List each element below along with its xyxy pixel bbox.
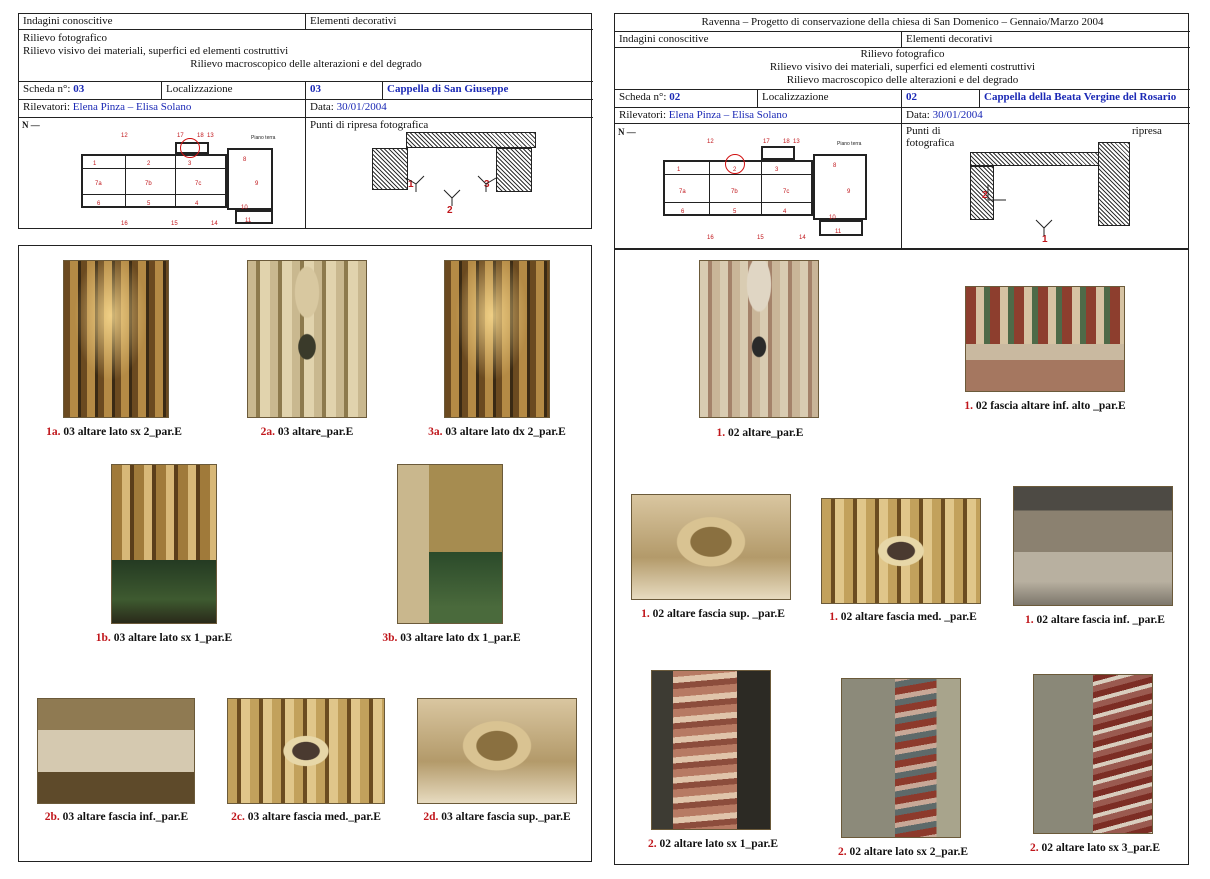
photo-r8 bbox=[1033, 674, 1153, 834]
right-scheda-label: Scheda n°: bbox=[619, 91, 667, 103]
caption-num: 2b. bbox=[44, 811, 60, 823]
photo-r2 bbox=[965, 286, 1125, 392]
photo-r5 bbox=[1013, 486, 1173, 606]
room-label: 5 bbox=[147, 201, 151, 207]
view-mark-label: 2 bbox=[982, 190, 988, 201]
left-scheda-value: 03 bbox=[73, 83, 85, 95]
view-mark-label: 1 bbox=[1042, 234, 1048, 245]
photo-2d bbox=[417, 698, 577, 804]
right-line3: Rilievo macroscopico delle alterazioni e del degrado bbox=[786, 74, 1019, 86]
room-label: 4 bbox=[783, 209, 787, 215]
room-label: 5 bbox=[733, 209, 737, 215]
caption-1a bbox=[29, 426, 199, 438]
right-floor-plan bbox=[657, 132, 877, 242]
photo-3b bbox=[397, 464, 503, 624]
plan-chapels bbox=[813, 154, 867, 220]
caption-text: 03 altare fascia inf._par.E bbox=[59, 811, 189, 823]
room-label: 7a bbox=[679, 189, 686, 195]
plan-wall bbox=[175, 154, 176, 208]
caption-num: 1b. bbox=[95, 632, 111, 644]
caption-num: 3b. bbox=[382, 632, 398, 644]
plan-marker: 15 bbox=[757, 235, 764, 241]
photo-1a bbox=[63, 260, 169, 418]
right-title-block bbox=[615, 48, 1190, 90]
right-data bbox=[902, 108, 1190, 124]
view-mark-label: 2 bbox=[447, 205, 453, 216]
view-arrows bbox=[306, 118, 593, 228]
left-rilevatori bbox=[19, 100, 306, 118]
plan-wall bbox=[663, 202, 813, 203]
left-data-value: 30/01/2004 bbox=[336, 101, 387, 113]
caption-text: 03 altare fascia sup._par.E bbox=[438, 811, 571, 823]
room-label: 7a bbox=[95, 181, 102, 187]
piano-label: Piano terra bbox=[837, 141, 862, 147]
caption-text: 03 altare_par.E bbox=[275, 426, 354, 438]
caption-text: 03 altare lato dx 2_par.E bbox=[442, 426, 566, 438]
photo-2b bbox=[37, 698, 195, 804]
left-loc-name: Cappella di San Giuseppe bbox=[383, 82, 593, 100]
plan-marker: 12 bbox=[707, 139, 714, 145]
room-label: 7c bbox=[783, 189, 790, 195]
room-label: 11 bbox=[245, 218, 252, 224]
caption-text: 03 altare lato sx 1_par.E bbox=[110, 632, 233, 644]
plan-wall bbox=[663, 174, 813, 175]
photo-1b bbox=[111, 464, 217, 624]
plan-marker: 14 bbox=[799, 235, 806, 241]
right-title: Ravenna – Progetto di conservazione della chiesa di San Domenico – Gennaio/Marzo 2004 bbox=[615, 14, 1190, 32]
caption-text: 02 altare lato sx 1_par.E bbox=[656, 838, 778, 850]
photo-3a bbox=[444, 260, 550, 418]
right-data-label: Data: bbox=[906, 109, 930, 121]
caption-r5 bbox=[1005, 614, 1185, 626]
left-data-label: Data: bbox=[310, 101, 334, 113]
plan-marker: 18 bbox=[783, 139, 790, 145]
right-rilevatori-value: Elena Pinza – Elisa Solano bbox=[668, 109, 788, 121]
plan-wall bbox=[761, 160, 762, 216]
plan-marker: 17 bbox=[177, 133, 184, 139]
caption-r8 bbox=[1015, 842, 1175, 854]
right-rilevatori-label: Rilevatori: bbox=[619, 109, 667, 121]
caption-2b bbox=[29, 811, 204, 823]
photo-2c bbox=[227, 698, 385, 804]
right-punti-cell bbox=[902, 124, 1190, 249]
room-label: 9 bbox=[255, 181, 259, 187]
caption-2c bbox=[217, 811, 395, 823]
left-top-right: Elementi decorativi bbox=[306, 14, 593, 30]
room-label: 7c bbox=[195, 181, 202, 187]
caption-2d bbox=[407, 811, 587, 823]
left-rilevatori-value: Elena Pinza – Elisa Solano bbox=[72, 101, 192, 113]
plan-wall bbox=[81, 194, 227, 195]
plan-marker: 18 bbox=[197, 133, 204, 139]
plan-wall bbox=[125, 154, 126, 208]
caption-r6 bbox=[633, 838, 793, 850]
caption-text: 03 altare lato sx 2_par.E bbox=[60, 426, 182, 438]
left-line2: Rilievo visivo dei materiali, superfici ed elementi costruttivi bbox=[23, 45, 289, 57]
photo-r3 bbox=[631, 494, 791, 600]
plan-chapels bbox=[227, 148, 273, 210]
caption-num: 3a. bbox=[428, 426, 443, 438]
photo-r4 bbox=[821, 498, 981, 604]
left-top-left: Indagini conoscitive bbox=[19, 14, 306, 30]
left-rilevatori-label: Rilevatori: bbox=[23, 101, 71, 113]
caption-r2 bbox=[945, 400, 1145, 412]
photo-2a bbox=[247, 260, 367, 418]
room-label: 10 bbox=[241, 205, 248, 211]
room-label: 1 bbox=[93, 161, 97, 167]
caption-text: 02 altare lato sx 2_par.E bbox=[846, 846, 968, 858]
room-label: 3 bbox=[775, 167, 779, 173]
caption-r1 bbox=[685, 427, 835, 439]
left-north-arrow: N — bbox=[22, 120, 40, 130]
right-plan-cell bbox=[615, 124, 902, 249]
caption-text: 02 altare_par.E bbox=[725, 427, 804, 439]
photo-r1 bbox=[699, 260, 819, 418]
right-photo-panel bbox=[614, 249, 1189, 865]
caption-text: 02 altare fascia sup. _par.E bbox=[649, 608, 785, 620]
right-north-arrow: N — bbox=[618, 127, 636, 137]
room-label: 8 bbox=[243, 157, 247, 163]
room-label: 6 bbox=[681, 209, 685, 215]
room-label: 7b bbox=[731, 189, 738, 195]
caption-2a bbox=[222, 426, 392, 438]
left-title-block bbox=[19, 30, 593, 82]
caption-text: 02 altare fascia med. _par.E bbox=[837, 611, 977, 623]
room-label: 4 bbox=[195, 201, 199, 207]
plan-marker: 14 bbox=[211, 221, 218, 227]
room-label: 1 bbox=[677, 167, 681, 173]
plan-wall bbox=[709, 160, 710, 216]
view-mark-label: 3 bbox=[484, 179, 490, 190]
right-line2: Rilievo visivo dei materiali, superfici ed elementi costruttivi bbox=[769, 61, 1036, 73]
caption-num: 1. bbox=[1025, 614, 1034, 626]
plan-marker: 13 bbox=[793, 139, 800, 145]
left-photo-panel bbox=[18, 245, 592, 862]
left-plan-cell bbox=[19, 118, 306, 228]
right-rilevatori bbox=[615, 108, 902, 124]
right-punti-b: ripresa bbox=[1132, 125, 1162, 137]
right-top-right: Elementi decorativi bbox=[902, 32, 1190, 48]
left-scheda-label: Scheda n°: bbox=[23, 83, 71, 95]
left-data bbox=[306, 100, 593, 118]
room-label: 8 bbox=[833, 163, 837, 169]
piano-label: Piano terra bbox=[251, 135, 276, 141]
left-floor-plan bbox=[75, 130, 281, 228]
room-label: 7b bbox=[145, 181, 152, 187]
room-label: 2 bbox=[147, 161, 151, 167]
caption-r3 bbox=[623, 608, 803, 620]
room-label: 2 bbox=[733, 167, 737, 173]
caption-1b bbox=[79, 632, 249, 644]
left-header-table bbox=[18, 13, 592, 229]
room-label: 9 bbox=[847, 189, 851, 195]
right-loc-code: 02 bbox=[902, 90, 980, 108]
plan-marker: 15 bbox=[171, 221, 178, 227]
caption-num: 2c. bbox=[231, 811, 245, 823]
right-localizzazione-label: Localizzazione bbox=[758, 90, 902, 108]
room-label: 11 bbox=[835, 229, 842, 235]
caption-num: 1. bbox=[829, 611, 838, 623]
plan-nave bbox=[81, 154, 227, 208]
room-label: 10 bbox=[829, 215, 836, 221]
caption-num: 2. bbox=[837, 846, 847, 858]
left-punti-cell bbox=[306, 118, 593, 228]
left-localizzazione-label: Localizzazione bbox=[162, 82, 306, 100]
caption-num: 2a. bbox=[260, 426, 276, 438]
photo-r7 bbox=[841, 678, 961, 838]
caption-num: 2. bbox=[1029, 842, 1039, 854]
caption-3b bbox=[364, 632, 539, 644]
caption-num: 2d. bbox=[423, 811, 439, 823]
caption-r7 bbox=[823, 846, 983, 858]
plan-marker: 17 bbox=[763, 139, 770, 145]
caption-text: 03 altare lato dx 1_par.E bbox=[397, 632, 521, 644]
photo-r6 bbox=[651, 670, 771, 830]
right-header-table bbox=[614, 13, 1189, 249]
caption-num: 1a. bbox=[46, 426, 61, 438]
right-line1: Rilievo fotografico bbox=[860, 48, 945, 60]
caption-text: 03 altare fascia med._par.E bbox=[244, 811, 381, 823]
plan-marker: 16 bbox=[121, 221, 128, 227]
caption-num: 1. bbox=[964, 400, 973, 412]
left-scheda bbox=[19, 82, 162, 100]
caption-text: 02 altare fascia inf. _par.E bbox=[1033, 614, 1165, 626]
plan-marker: 12 bbox=[121, 133, 128, 139]
plan-wall bbox=[81, 168, 227, 169]
plan-marker: 16 bbox=[707, 235, 714, 241]
caption-num: 1. bbox=[641, 608, 650, 620]
caption-r4 bbox=[813, 611, 993, 623]
right-loc-name: Cappella della Beata Vergine del Rosario bbox=[980, 90, 1190, 108]
caption-3a bbox=[407, 426, 587, 438]
right-scheda-value: 02 bbox=[669, 91, 681, 103]
caption-text: 02 fascia altare inf. alto _par.E bbox=[972, 400, 1126, 412]
caption-text: 02 altare lato sx 3_par.E bbox=[1038, 842, 1160, 854]
left-loc-code: 03 bbox=[306, 82, 383, 100]
caption-num: 2. bbox=[647, 838, 657, 850]
right-top-left: Indagini conoscitive bbox=[615, 32, 902, 48]
room-label: 3 bbox=[188, 161, 192, 167]
left-line3: Rilievo macroscopico delle alterazioni e del degrado bbox=[190, 58, 422, 70]
left-punti-label: Punti di ripresa fotografica bbox=[310, 119, 429, 131]
right-scheda bbox=[615, 90, 758, 108]
caption-num: 1. bbox=[716, 427, 726, 439]
view-arrows bbox=[902, 124, 1190, 249]
right-punti-c: fotografica bbox=[906, 137, 955, 149]
right-data-value: 30/01/2004 bbox=[932, 109, 983, 121]
plan-marker: 13 bbox=[207, 133, 214, 139]
right-punti-a: Punti di bbox=[906, 125, 941, 137]
view-mark-label: 1 bbox=[408, 179, 414, 190]
room-label: 6 bbox=[97, 201, 101, 207]
left-line1: Rilievo fotografico bbox=[23, 32, 108, 44]
